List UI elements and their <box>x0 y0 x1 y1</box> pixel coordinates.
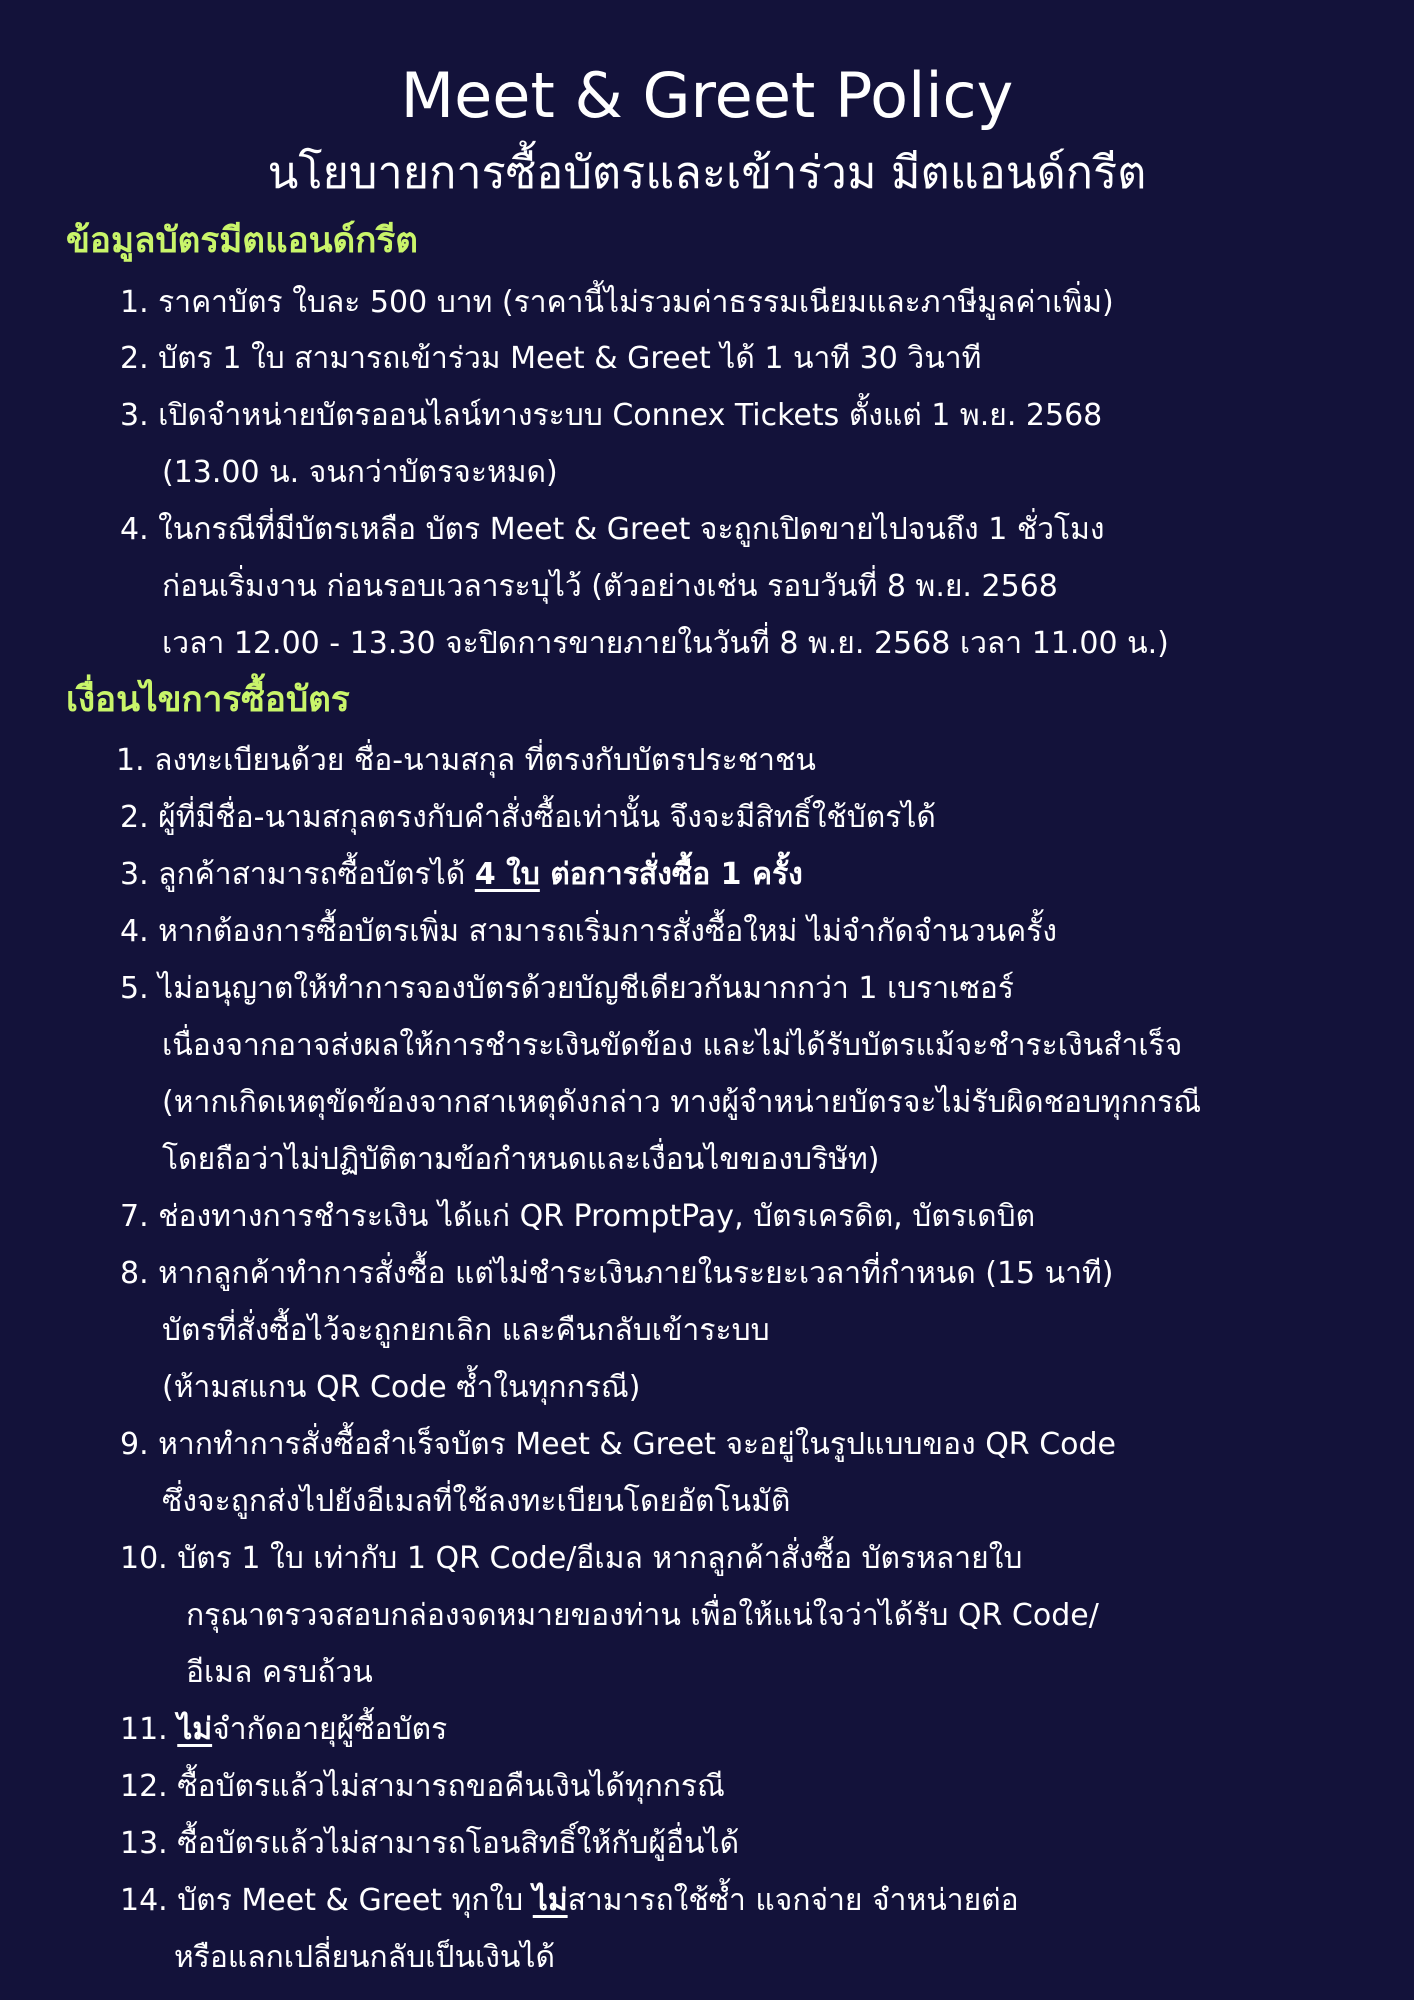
condition-item-1: 1. ลงทะเบียนด้วย ชื่อ-นามสกุล ที่ตรงกับบัตรประชาชน <box>116 743 816 778</box>
condition-item-8: 8. หากลูกค้าทำการสั่งซื้อ แต่ไม่ชำระเงินภายในระยะเวลาที่กำหนด (15 นาที) <box>120 1256 1114 1291</box>
condition-item-5-cont-2: (หากเกิดเหตุขัดข้องจากสาเหตุดังกล่าว ทางผู้จำหน่ายบัตรจะไม่รับผิดชอบทุกกรณี <box>162 1085 1202 1120</box>
condition-item-14-cont: หรือแลกเปลี่ยนกลับเป็นเงินได้ <box>174 1940 555 1975</box>
condition-item-11 <box>120 1708 447 1752</box>
condition-item-3-text: 3. ลูกค้าสามารถซื้อบัตรได้ <box>120 857 475 892</box>
condition-item-14-emphasis: ไม่ <box>532 1883 568 1918</box>
condition-item-8-cont-1: บัตรที่สั่งซื้อไว้จะถูกยกเลิก และคืนกลับเข้าระบบ <box>162 1313 770 1348</box>
condition-item-5-cont-1: เนื่องจากอาจส่งผลให้การชำระเงินขัดข้อง และไม่ได้รับบัตรแม้จะชำระเงินสำเร็จ <box>162 1028 1183 1063</box>
condition-item-14 <box>120 1879 1019 1923</box>
condition-item-3-emphasis: 4 ใบ <box>474 857 540 892</box>
condition-item-2: 2. ผู้ที่มีชื่อ-นามสกุลตรงกับคำสั่งซื้อเท่านั้น จึงจะมีสิทธิ์ใช้บัตรได้ <box>120 800 936 835</box>
condition-item-11-tail: จำกัดอายุผู้ซื้อบัตร <box>212 1712 448 1747</box>
ticket-info-item-4-cont-1: ก่อนเริ่มงาน ก่อนรอบเวลาระบุไว้ (ตัวอย่างเช่น รอบวันที่ 8 พ.ย. 2568 <box>162 569 1058 604</box>
condition-item-5: 5. ไม่อนุญาตให้ทำการจองบัตรด้วยบัญชีเดียวกันมากกว่า 1 เบราเซอร์ <box>120 971 1014 1006</box>
section-heading-purchase-conditions: เงื่อนไขการซื้อบัตร <box>66 680 350 720</box>
condition-item-10-cont-1: กรุณาตรวจสอบกล่องจดหมายของท่าน เพื่อให้แน่ใจว่าได้รับ QR Code/ <box>186 1598 1099 1633</box>
page-title: Meet & Greet Policy <box>400 59 1014 132</box>
condition-item-11-number: 11. <box>120 1712 178 1747</box>
ticket-info-item-3-cont: (13.00 น. จนกว่าบัตรจะหมด) <box>162 455 558 490</box>
condition-item-13: 13. ซื้อบัตรแล้วไม่สามารถโอนสิทธิ์ให้กับผู้อื่นได้ <box>120 1826 740 1861</box>
condition-item-7: 7. ช่องทางการชำระเงิน ได้แก่ QR PromptPay, บัตรเครดิต, บัตรเดบิต <box>120 1199 1036 1234</box>
condition-item-4: 4. หากต้องการซื้อบัตรเพิ่ม สามารถเริ่มการสั่งซื้อใหม่ ไม่จำกัดจำนวนครั้ง <box>120 914 1058 949</box>
ticket-info-item-4-cont-2: เวลา 12.00 - 13.30 จะปิดการขายภายในวันที่ 8 พ.ย. 2568 เวลา 11.00 น.) <box>162 626 1169 661</box>
condition-item-11-emphasis: ไม่ <box>177 1712 213 1747</box>
ticket-info-item-3: 3. เปิดจำหน่ายบัตรออนไลน์ทางระบบ Connex Tickets ตั้งแต่ 1 พ.ย. 2568 <box>120 398 1103 433</box>
ticket-info-item-2: 2. บัตร 1 ใบ สามารถเข้าร่วม Meet & Greet ได้ 1 นาที 30 วินาที <box>120 341 982 376</box>
condition-item-10-cont-2: อีเมล ครบถ้วน <box>186 1655 373 1690</box>
section-heading-ticket-info: ข้อมูลบัตรมีตแอนด์กรีต <box>66 221 418 261</box>
page-subtitle: นโยบายการซื้อบัตรและเข้าร่วม มีตแอนด์กรีต <box>267 146 1147 199</box>
ticket-info-item-4: 4. ในกรณีที่มีบัตรเหลือ บัตร Meet & Greet จะถูกเปิดขายไปจนถึง 1 ชั่วโมง <box>120 512 1105 547</box>
ticket-info-item-1: 1. ราคาบัตร ใบละ 500 บาท (ราคานี้ไม่รวมค่าธรรมเนียมและภาษีมูลค่าเพิ่ม) <box>120 285 1114 320</box>
condition-item-12: 12. ซื้อบัตรแล้วไม่สามารถขอคืนเงินได้ทุกกรณี <box>120 1769 725 1804</box>
condition-item-14-tail: สามารถใช้ซ้ำ แจกจ่าย จำหน่ายต่อ <box>567 1883 1019 1918</box>
condition-item-9-cont: ซึ่งจะถูกส่งไปยังอีเมลที่ใช้ลงทะเบียนโดยอัตโนมัติ <box>162 1484 791 1519</box>
condition-item-3 <box>120 853 803 897</box>
condition-item-9: 9. หากทำการสั่งซื้อสำเร็จบัตร Meet & Greet จะอยู่ในรูปแบบของ QR Code <box>120 1427 1116 1462</box>
condition-item-10: 10. บัตร 1 ใบ เท่ากับ 1 QR Code/อีเมล หากลูกค้าสั่งซื้อ บัตรหลายใบ <box>120 1541 1023 1576</box>
condition-item-5-cont-3: โดยถือว่าไม่ปฏิบัติตามข้อกำหนดและเงื่อนไขของบริษัท) <box>162 1142 880 1177</box>
condition-item-3-bold-tail: ต่อการสั่งซื้อ 1 ครั้ง <box>539 857 803 892</box>
condition-item-8-cont-2: (ห้ามสแกน QR Code ซ้ำในทุกกรณี) <box>162 1370 641 1405</box>
condition-item-14-text: 14. บัตร Meet & Greet ทุกใบ <box>120 1883 533 1918</box>
